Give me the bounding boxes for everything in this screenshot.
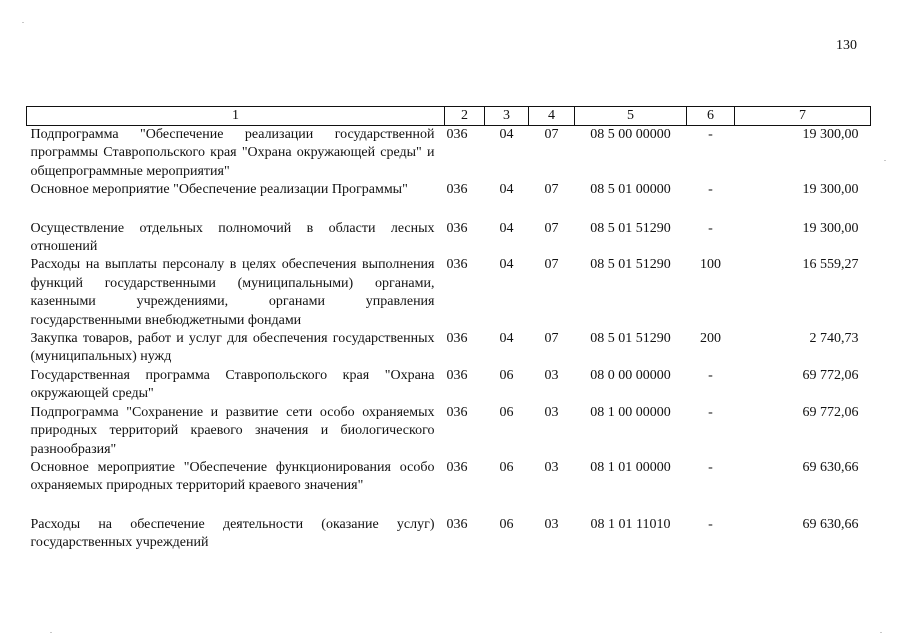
row-name: Закупка товаров, работ и услуг для обеспечения государственных (муниципальных) нужд xyxy=(30,331,435,365)
row-target-code: 08 5 01 51290 xyxy=(590,257,671,273)
row-admin-code: 036 xyxy=(446,516,468,532)
row-target-code: 08 1 01 11010 xyxy=(590,516,671,532)
row-amount: 69 630,66 xyxy=(802,459,859,475)
scan-speck xyxy=(880,632,882,633)
page-number: 130 xyxy=(836,38,857,53)
header-col-1: 1 xyxy=(27,107,445,126)
row-subsection: 03 xyxy=(544,516,559,532)
row-amount: 69 772,06 xyxy=(802,367,859,383)
row-amount: 2 740,73 xyxy=(809,331,859,347)
row-expense-type: 100 xyxy=(700,257,721,273)
row-expense-type: - xyxy=(708,182,713,198)
header-col-6: 6 xyxy=(687,107,735,126)
row-section: 04 xyxy=(499,127,514,142)
row-expense-type: - xyxy=(708,367,713,383)
row-name: Основное мероприятие "Обеспечение реализации Программы" xyxy=(30,182,408,198)
row-subsection: 07 xyxy=(544,220,559,236)
table-row xyxy=(27,181,871,219)
header-col-2: 2 xyxy=(445,107,485,126)
header-col-4: 4 xyxy=(529,107,575,126)
scan-speck xyxy=(22,22,24,23)
row-admin-code: 036 xyxy=(446,367,468,383)
row-expense-type: - xyxy=(708,516,713,532)
row-amount: 16 559,27 xyxy=(802,257,859,273)
row-section: 04 xyxy=(499,331,514,347)
row-subsection: 07 xyxy=(544,257,559,273)
row-expense-type: - xyxy=(708,459,713,475)
row-target-code: 08 5 01 51290 xyxy=(590,220,671,236)
row-name: Осуществление отдельных полномочий в области лесных отношений xyxy=(30,220,435,255)
row-target-code: 08 5 01 00000 xyxy=(590,182,671,198)
row-section: 04 xyxy=(499,257,514,273)
row-name: Основное мероприятие "Обеспечение функционирования особо охраняемых природных территорий краевого значения" xyxy=(30,459,435,494)
row-subsection: 03 xyxy=(544,404,559,420)
table-row xyxy=(27,404,871,459)
row-amount: 19 300,00 xyxy=(802,182,859,198)
row-name: Подпрограмма "Сохранение и развитие сети особо охраняемых природных территорий краевого значения и биологического разнообразия" xyxy=(30,404,435,457)
row-amount: 19 300,00 xyxy=(802,127,859,142)
header-col-5: 5 xyxy=(575,107,687,126)
row-admin-code: 036 xyxy=(446,404,468,420)
row-admin-code: 036 xyxy=(446,331,468,347)
row-amount: 19 300,00 xyxy=(802,220,859,236)
row-admin-code: 036 xyxy=(446,182,468,198)
table-row xyxy=(27,256,871,330)
row-target-code: 08 1 01 00000 xyxy=(590,459,671,475)
table-row xyxy=(27,367,871,404)
row-target-code: 08 1 00 00000 xyxy=(590,404,671,420)
row-section: 06 xyxy=(499,367,514,383)
row-amount: 69 772,06 xyxy=(802,404,859,420)
row-target-code: 08 0 00 00000 xyxy=(590,367,671,383)
row-section: 04 xyxy=(499,220,514,236)
header-col-7: 7 xyxy=(735,107,871,126)
row-name: Государственная программа Ставропольского края "Охрана окружающей среды" xyxy=(30,367,435,402)
row-subsection: 07 xyxy=(544,127,559,142)
header-row xyxy=(27,107,871,126)
row-expense-type: 200 xyxy=(700,331,721,347)
row-name: Расходы на обеспечение деятельности (оказание услуг) государственных учреждений xyxy=(30,516,435,551)
row-admin-code: 036 xyxy=(446,459,468,475)
row-subsection: 03 xyxy=(544,459,559,475)
row-section: 04 xyxy=(499,182,514,198)
row-target-code: 08 5 00 00000 xyxy=(590,127,671,142)
row-name: Подпрограмма "Обеспечение реализации государственной программы Ставропольского края "Охрана окружающей среды" и общепрограммные мероприятия" xyxy=(30,127,435,179)
row-subsection: 03 xyxy=(544,367,559,383)
row-subsection: 07 xyxy=(544,182,559,198)
scan-speck xyxy=(884,160,886,161)
row-section: 06 xyxy=(499,404,514,420)
row-admin-code: 036 xyxy=(446,220,468,236)
table-row xyxy=(27,459,871,516)
table-row xyxy=(27,330,871,367)
row-section: 06 xyxy=(499,516,514,532)
table-header xyxy=(27,107,871,126)
row-subsection: 07 xyxy=(544,331,559,347)
table-row xyxy=(27,220,871,257)
row-admin-code: 036 xyxy=(446,127,468,142)
row-expense-type: - xyxy=(708,127,713,142)
table-row xyxy=(27,126,871,182)
row-target-code: 08 5 01 51290 xyxy=(590,331,671,347)
row-expense-type: - xyxy=(708,220,713,236)
row-section: 06 xyxy=(499,459,514,475)
row-name: Расходы на выплаты персоналу в целях обеспечения выполнения функций государственными (муниципальными) органами, казенными учреждениями, органами управления государственными внебюджетными фондами xyxy=(30,257,435,328)
row-expense-type: - xyxy=(708,404,713,420)
row-amount: 69 630,66 xyxy=(802,516,859,532)
header-col-3: 3 xyxy=(485,107,529,126)
row-admin-code: 036 xyxy=(446,257,468,273)
scan-speck xyxy=(50,632,52,633)
table-body xyxy=(27,126,871,553)
table-row xyxy=(27,516,871,553)
budget-table xyxy=(26,106,871,553)
